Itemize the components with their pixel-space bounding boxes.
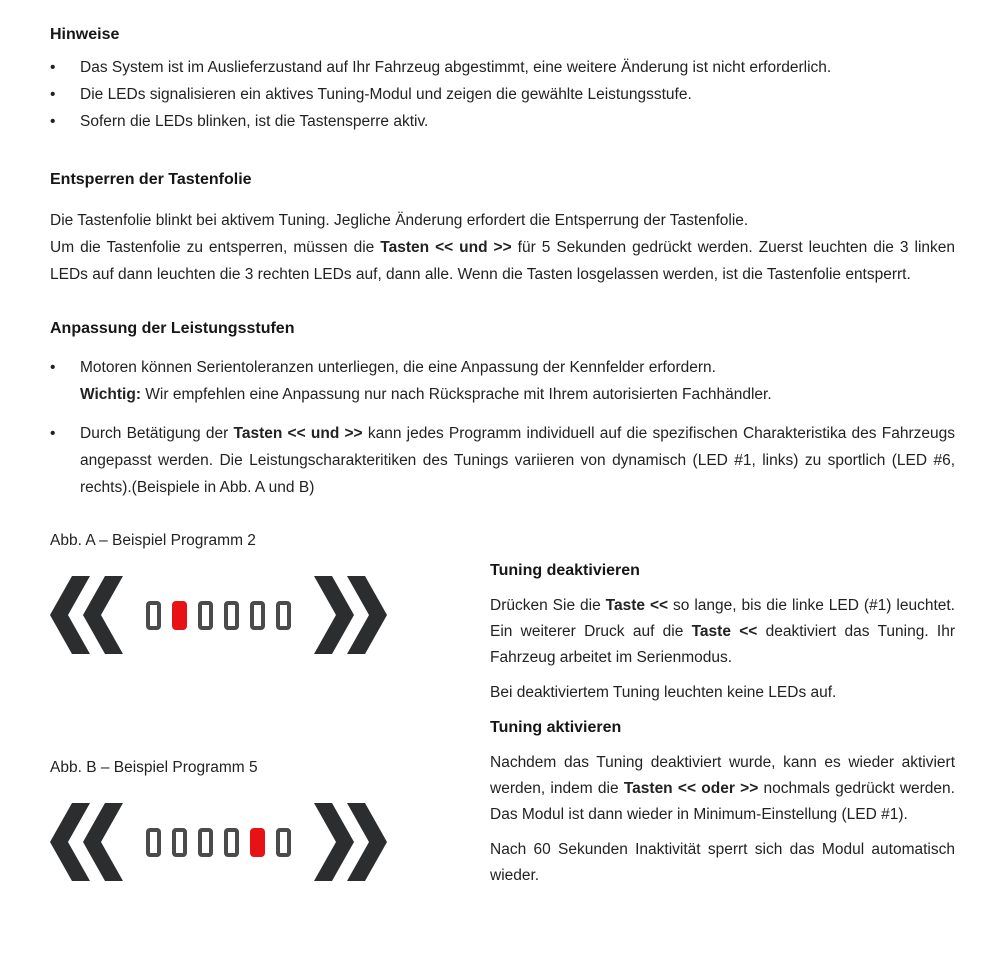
list-item <box>50 354 955 408</box>
bullet-icon: • <box>50 359 56 376</box>
led-5-active <box>250 828 265 857</box>
led-1-off <box>146 601 161 630</box>
bullet-text: Das System ist im Auslieferzustand auf Ihr Fahrzeug abgestimmt, eine weitere Änderung ist nicht erforderlich. <box>80 59 832 76</box>
list-item <box>50 54 955 81</box>
led-2-active <box>172 601 187 630</box>
deactivate-paragraph-1: Drücken Sie die Taste << so lange, bis die linke LED (#1) leuchtet. Ein weiterer Druck auf die Taste << deaktiviert das Tuning. Ihr Fahrzeug arbeitet im Serienmodus. <box>490 597 955 666</box>
led-3-off <box>198 601 213 630</box>
list-item <box>50 81 955 108</box>
led-6-off <box>276 828 291 857</box>
bullet-icon: • <box>50 59 56 76</box>
led-2-off <box>172 828 187 857</box>
explanations-column <box>490 559 955 889</box>
bullet-text: Durch Betätigung der Tasten << und >> kann jedes Programm individuell auf die spezifischen Charakteristika des Fahrzeugs angepasst werden. Die Leistungscharakteritiken des Tunings variieren von dynamisch (LED #1, links) zu sportlich (LED #6, rechts).(Beispiele in Abb. A und B) <box>80 425 955 496</box>
anpassung-title: Anpassung der Leistungsstufen <box>50 320 295 337</box>
double-chevron-right-icon <box>314 803 387 881</box>
activate-paragraph-2: Nach 60 Sekunden Inaktivität sperrt sich das Modul automatisch wieder. <box>490 841 955 884</box>
bullet-text: Die LEDs signalisieren ein aktives Tuning-Modul und zeigen die gewählte Leistungsstufe. <box>80 86 692 103</box>
figure-b-led-panel <box>50 803 490 881</box>
bullet-icon: • <box>50 86 56 103</box>
led-4-off <box>224 828 239 857</box>
activate-title: Tuning aktivieren <box>490 719 622 736</box>
double-chevron-left-icon <box>50 576 123 654</box>
section-entsperren <box>50 169 955 288</box>
led-3-off <box>198 828 213 857</box>
figures-area <box>50 527 955 889</box>
led-6-off <box>276 601 291 630</box>
anpassung-bullet-list <box>50 354 955 501</box>
figure-b-label: Abb. B – Beispiel Programm 5 <box>50 759 258 776</box>
list-item <box>50 420 955 501</box>
deactivate-title: Tuning deaktivieren <box>490 562 640 579</box>
figure-a-label: Abb. A – Beispiel Programm 2 <box>50 532 256 549</box>
bullet-text <box>80 354 955 408</box>
led-4-off <box>224 601 239 630</box>
entsperren-paragraph-1: Die Tastenfolie blinkt bei aktivem Tuning. Jegliche Änderung erfordert die Entsperrung der Tastenfolie. <box>50 212 749 229</box>
deactivate-paragraph-2: Bei deaktiviertem Tuning leuchten keine LEDs auf. <box>490 684 837 701</box>
hinweise-title: Hinweise <box>50 26 120 43</box>
led-strip-program-5 <box>146 828 291 857</box>
led-1-off <box>146 828 161 857</box>
led-strip-program-2 <box>146 601 291 630</box>
entsperren-paragraph-2: Um die Tastenfolie zu entsperren, müssen die Tasten << und >> für 5 Sekunden gedrückt werden. Zuerst leuchten die 3 linken LEDs auf dann leuchten die 3 rechten LEDs auf, dann alle. Wenn die Tasten losgelassen werden, ist die Tastenfolie entsperrt. <box>50 239 955 283</box>
section-anpassung <box>50 318 955 501</box>
bullet-icon: • <box>50 113 56 130</box>
double-chevron-left-icon <box>50 803 123 881</box>
double-chevron-right-icon <box>314 576 387 654</box>
bullet-icon: • <box>50 425 56 442</box>
bullet-line-2: Wichtig: Wir empfehlen eine Anpassung nur nach Rücksprache mit Ihrem autorisierten Fachhändler. <box>80 386 772 403</box>
bullet-text: Sofern die LEDs blinken, ist die Tastensperre aktiv. <box>80 113 429 130</box>
hinweise-bullet-list <box>50 54 955 135</box>
section-hinweise <box>50 24 955 135</box>
bullet-line-1: Motoren können Serientoleranzen unterliegen, die eine Anpassung der Kennfelder erfordern. <box>80 359 716 376</box>
figure-a-led-panel <box>50 576 490 654</box>
entsperren-title: Entsperren der Tastenfolie <box>50 171 252 188</box>
list-item <box>50 108 955 135</box>
led-5-off <box>250 601 265 630</box>
figures-column <box>50 527 490 889</box>
activate-paragraph-1: Nachdem das Tuning deaktiviert wurde, kann es wieder aktiviert werden, indem die Tasten << oder >> nochmals gedrückt werden. Das Modul ist dann wieder in Minimum-Einstellung (LED #1). <box>490 754 955 823</box>
